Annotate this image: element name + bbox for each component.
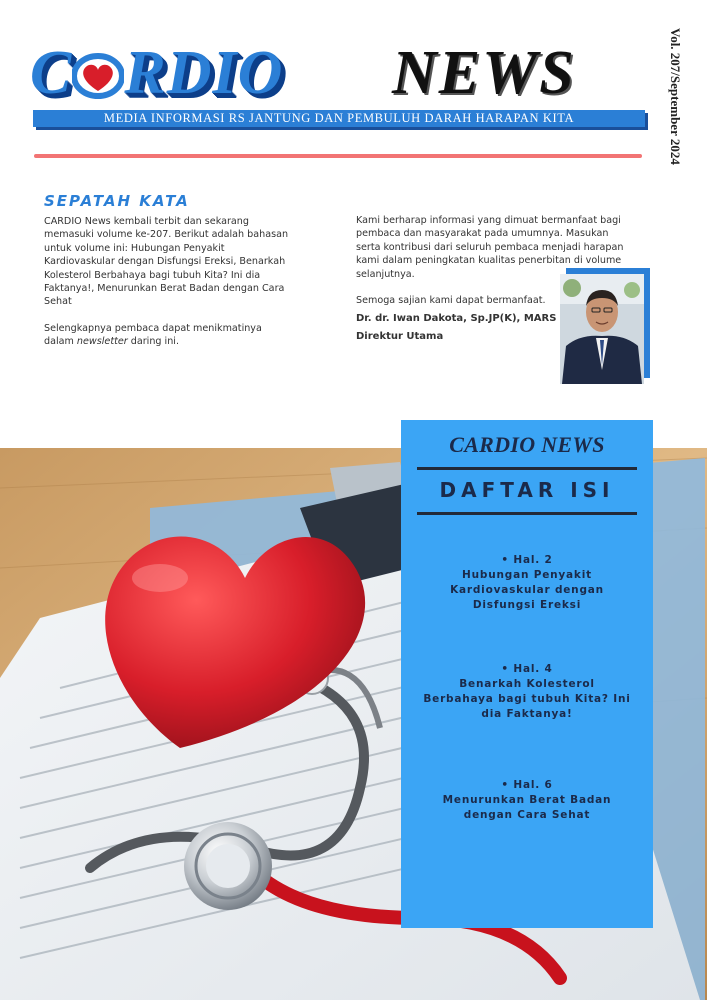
foreword-left-column [44,215,294,362]
masthead-title-cardio [30,40,283,106]
table-of-contents-panel [401,420,653,928]
title-letters-rdio: RDIO [124,39,284,107]
toc-item-page: • Hal. 6 [501,779,553,791]
masthead [30,40,655,130]
header-divider [34,154,642,158]
toc-item[interactable] [423,662,631,722]
foreword-paragraph: Kami berharap informasi yang dimuat bermanfaat bagi pembaca dan masyarakat pada umumnya. Masukan serta kontribusi dari seluruh pembaca menjadi harapan kami dalam peningkatan kualitas penerbitan di volume selanjutnya. [356,215,624,280]
toc-item-title: Menurunkan Berat Badan dengan Cara Sehat [442,794,612,821]
toc-item-page: • Hal. 4 [501,663,553,675]
volume-label: Vol. 207/September 2024 [668,28,683,165]
director-photo [560,274,644,384]
foreword-paragraph [44,322,294,349]
heart-icon [72,46,124,92]
foreword-heading: SEPATAH KATA [44,192,190,210]
signature-title: Direktur Utama [356,331,444,342]
toc-divider [417,512,637,515]
foreword-paragraph: CARDIO News kembali terbit dan sekarang memasuki volume ke-207. Berikut adalah bahasan untuk volume ini: Hubungan Penyakit Kardiovaskular dengan Disfungsi Ereksi, Benarkah Kolesterol Berbahaya bagi tubuh Kita? Ini dia Faktanya!, Menurunkan Berat Badan dengan Cara Sehat [44,216,289,308]
signature-name: Dr. dr. Iwan Dakota, Sp.JP(K), MARS [356,313,557,324]
toc-item-title: Benarkah Kolesterol Berbahaya bagi tubuh Kita? Ini dia Faktanya! [423,678,631,720]
masthead-title-news: NEWS [392,39,576,107]
toc-item-page: • Hal. 2 [501,554,553,566]
title-letter-c: C [30,39,73,107]
toc-heading: DAFTAR ISI [439,478,615,502]
toc-item-title: Hubungan Penyakit Kardiovaskular dengan Disfungsi Ereksi [450,569,604,611]
toc-brand: CARDIO NEWS [449,432,605,457]
foreword-text: daring ini. [127,336,179,348]
toc-item[interactable] [423,778,631,823]
foreword-paragraph: Semoga sajian kami dapat bermanfaat. [356,295,546,307]
toc-divider [417,467,637,470]
masthead-tagline: MEDIA INFORMASI RS JANTUNG DAN PEMBULUH DARAH HARAPAN KITA [33,110,645,127]
volume-label-container [667,28,699,268]
foreword-emphasis: newsletter [76,336,128,348]
foreword-text: Selengkapnya pembaca dapat menikmatinya dalam [44,322,262,348]
toc-item[interactable] [423,553,631,613]
